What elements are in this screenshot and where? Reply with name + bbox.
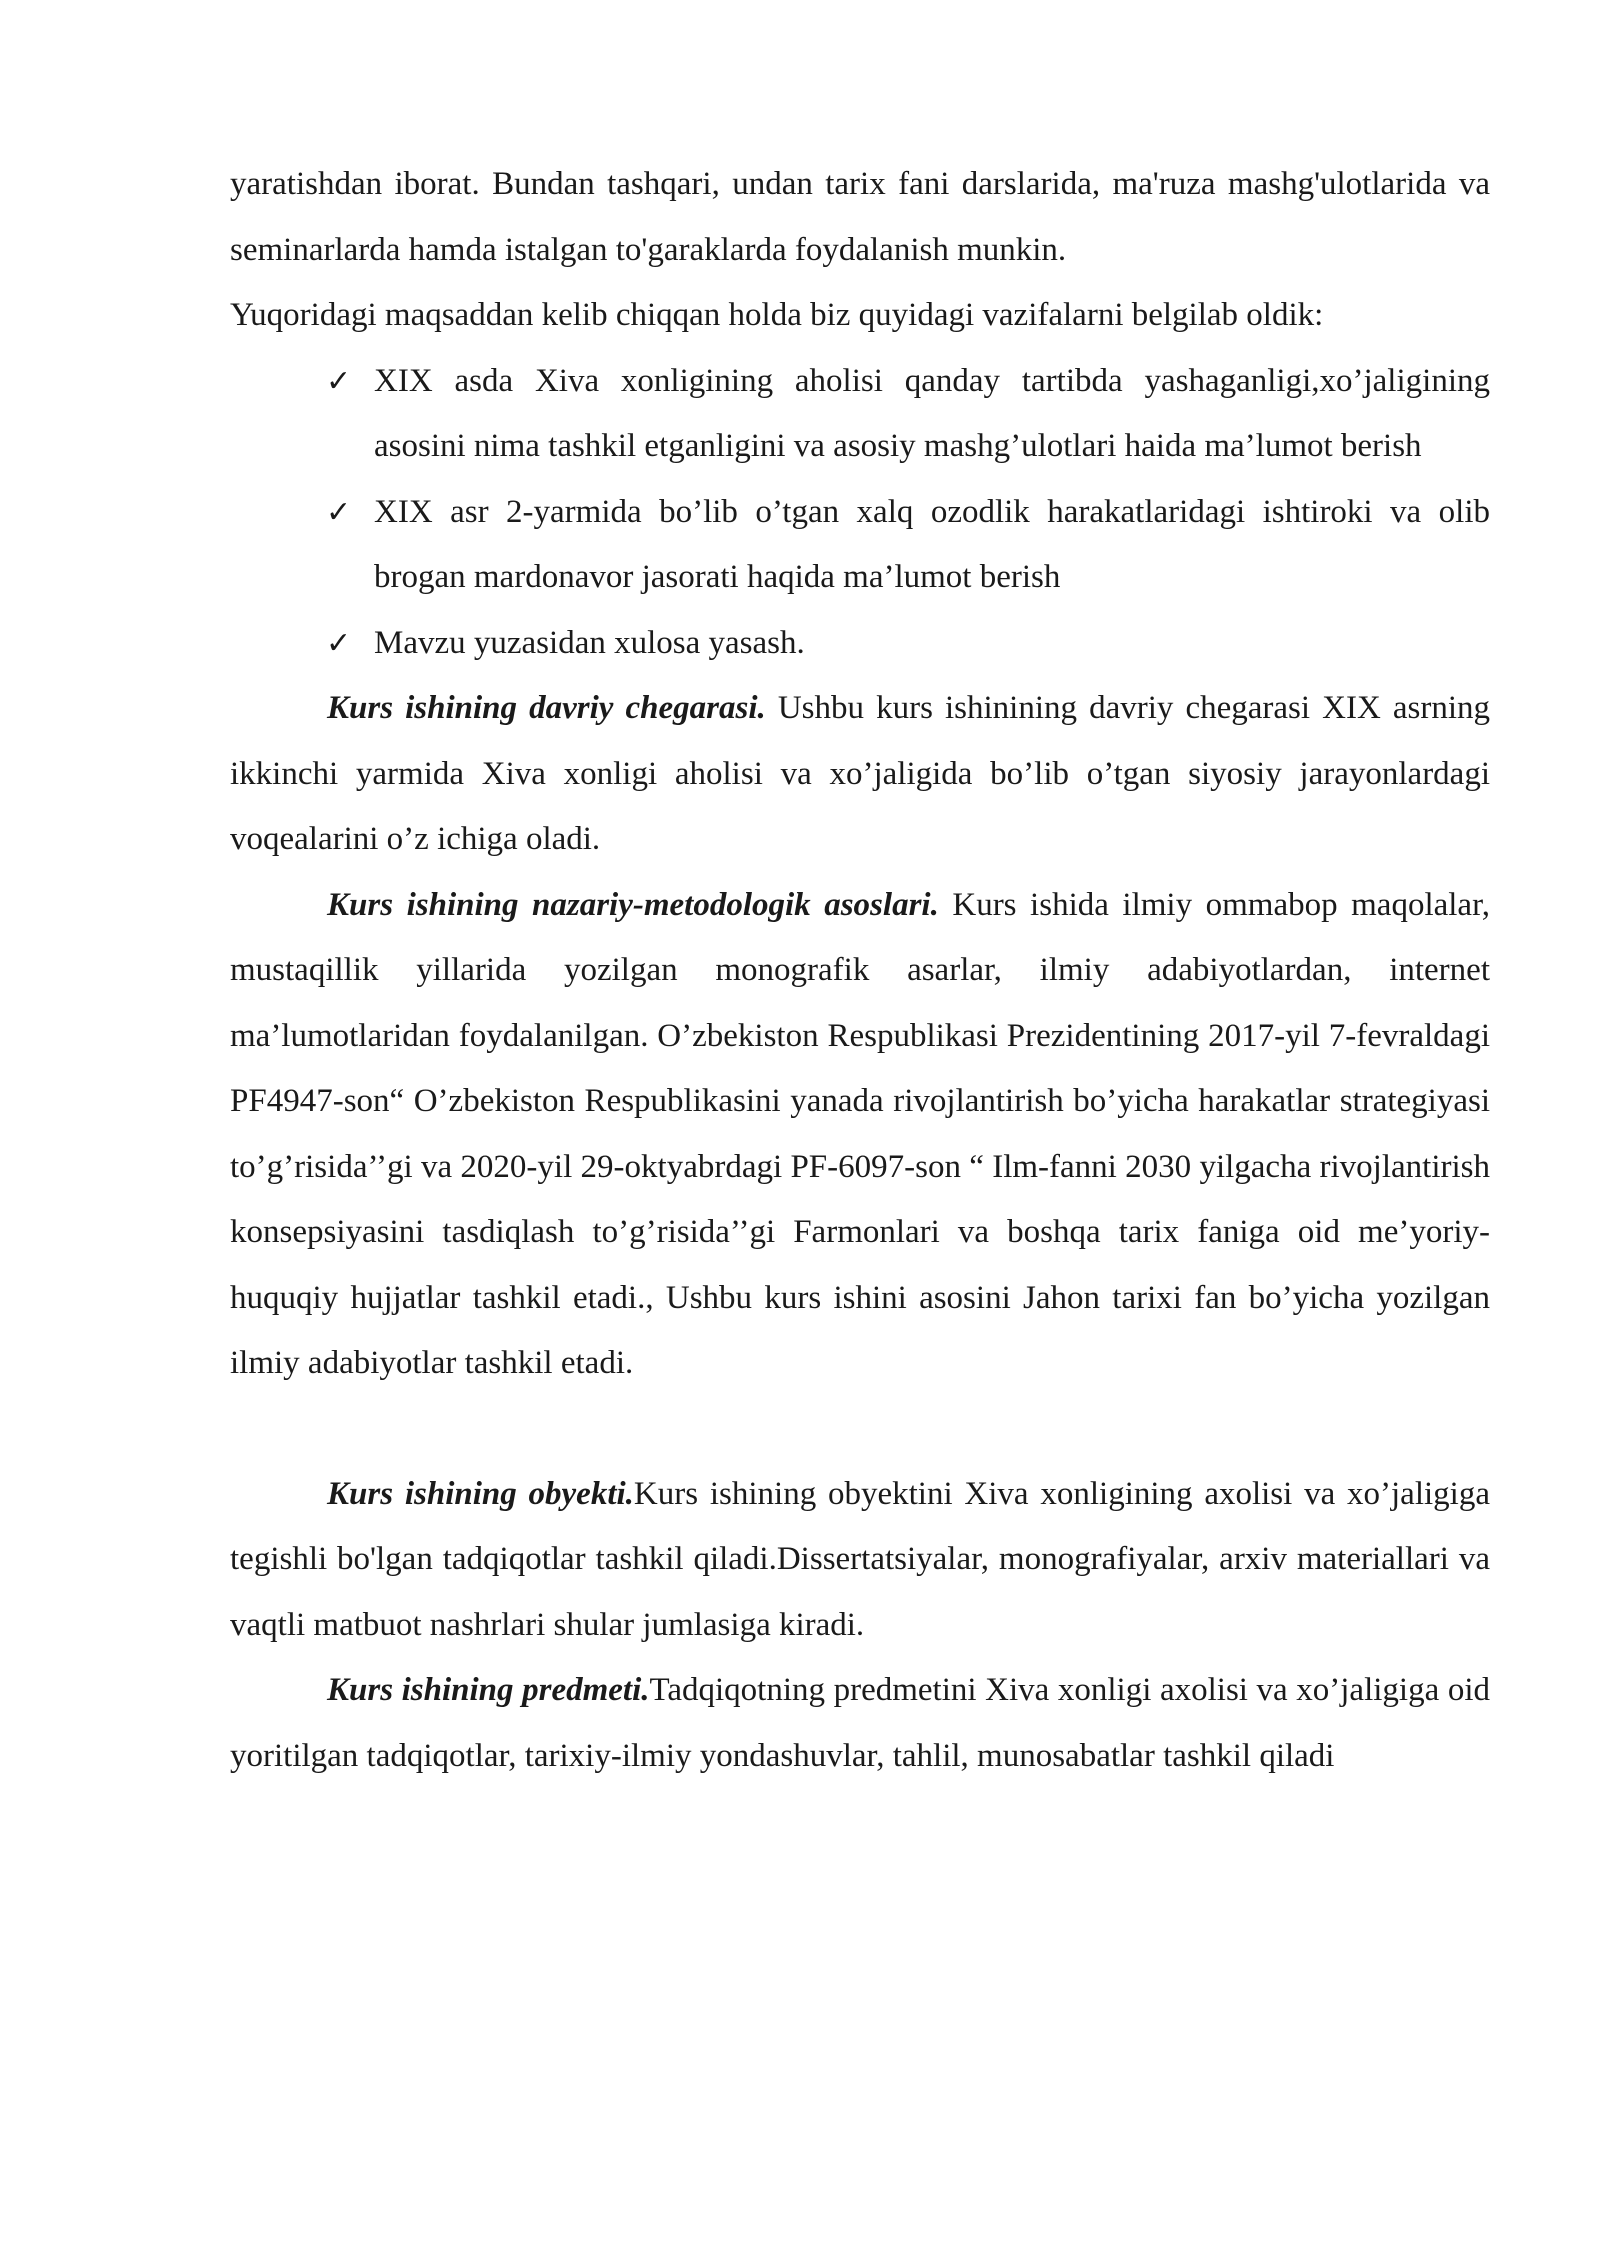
subject-text: Tadqiqotning predmetini Xiva xonligi axolisi va xo’jaligiga oid yoritilgan tadqiqotlar, tarixiy-ilmiy yondashuvlar, tahlil, munosabatlar tashkil qiladi	[230, 1672, 1490, 1774]
tasks-checklist	[230, 349, 1490, 677]
methodology-paragraph	[230, 873, 1490, 1397]
check-mark-icon: ✓	[326, 494, 352, 530]
task-item	[326, 611, 1490, 677]
methodology-heading: Kurs ishining nazariy-metodologik asoslari.	[327, 886, 939, 923]
task-item	[326, 349, 1490, 480]
period-text: Ushbu kurs ishinining davriy chegarasi XIX asrning ikkinchi yarmida Xiva xonligi aholisi va xo’jaligida bo’lib o’tgan siyosiy jarayonlardagi voqealarini o’z ichiga oladi.	[230, 690, 1490, 857]
object-text: Kurs ishining obyektini Xiva xonligining axolisi va xo’jaligiga tegishli bo'lgan tadqiqotlar tashkil qiladi.Dissertatsiyalar, monografiyalar, arxiv materiallari va vaqtli matbuot nashrlari shular jumlasiga kiradi.	[230, 1475, 1490, 1643]
subject-heading: Kurs ishining predmeti.	[327, 1672, 650, 1708]
task-item-text: XIX asr 2-yarmida bo’lib o’tgan xalq ozodlik harakatlaridagi ishtiroki va olib brogan mardonavor jasorati haqida ma’lumot berish	[374, 493, 1490, 595]
document-page	[230, 152, 1490, 1789]
tasks-intro-paragraph: Yuqoridagi maqsaddan kelib chiqqan holda biz quyidagi vazifalarni belgilab oldik:	[230, 297, 1324, 333]
check-mark-icon: ✓	[326, 363, 352, 399]
task-item-text: Mavzu yuzasidan xulosa yasash.	[374, 624, 805, 661]
period-paragraph	[230, 676, 1490, 873]
check-mark-icon: ✓	[326, 625, 352, 661]
paragraph-gap	[230, 1397, 1490, 1462]
period-heading: Kurs ishining davriy chegarasi.	[327, 690, 766, 726]
task-item	[326, 480, 1490, 611]
object-paragraph	[230, 1462, 1490, 1659]
task-item-text: XIX asda Xiva xonligining aholisi qanday tartibda yashaganligi,xo’jaligining asosini nima tashkil etganligini va asosiy mashg’ulotlari haida ma’lumot berish	[374, 362, 1490, 464]
methodology-text: Kurs ishida ilmiy ommabop maqolalar, mustaqillik yillarida yozilgan monografik asarlar, ilmiy adabiyotlardan, internet ma’lumotlaridan foydalanilgan. O’zbekiston Respublikasi Prezidentining 2017-yil 7-fevraldagi PF4947-son“ O’zbekiston Respublikasini yanada rivojlantirish bo’yicha harakatlar strategiyasi to’g’risida’’gi va 2020-yil 29-oktyabrdagi PF-6097-son “ Ilm-fanni 2030 yilgacha rivojlantirish konsepsiyasini tasdiqlash to’g’risida’’gi Farmonlari va boshqa tarix faniga oid me’yoriy-huquqiy hujjatlar tashkil etadi., Ushbu kurs ishini asosini Jahon tarixi fan bo’yicha yozilgan ilmiy adabiyotlar tashkil etadi.	[230, 886, 1490, 1381]
object-heading: Kurs ishining obyekti.	[327, 1475, 634, 1512]
subject-paragraph	[230, 1658, 1490, 1789]
intro-paragraph: yaratishdan iborat. Bundan tashqari, undan tarix fani darslarida, ma'ruza mashg'ulotlarida va seminarlarda hamda istalgan to'garaklarda foydalanish munkin.	[230, 166, 1490, 268]
